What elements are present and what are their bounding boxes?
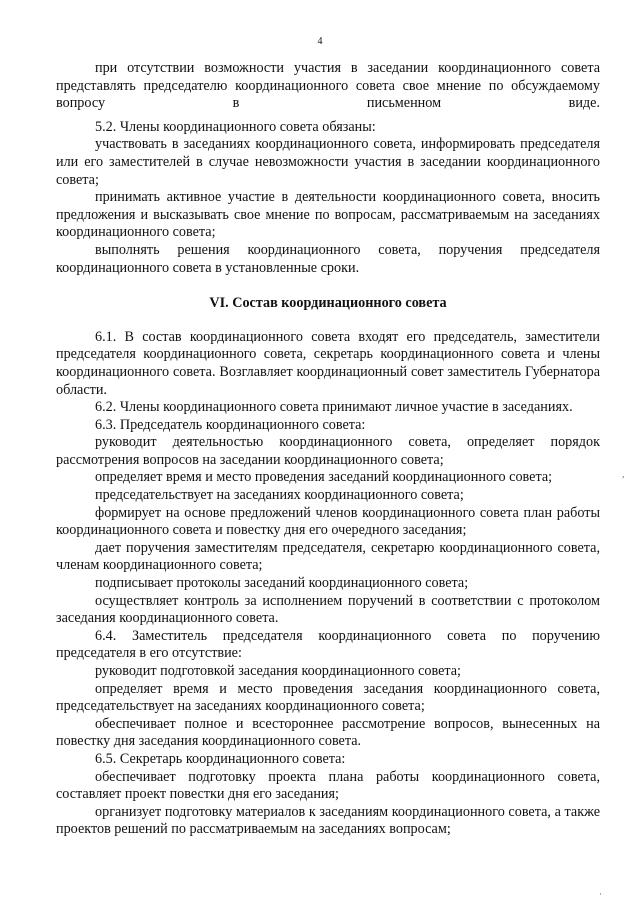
paragraph-duty-active: принимать активное участие в деятельности координационного совета, вносить предложения и высказывать свое мнение по вопросам, рассматриваемым на заседаниях координационного совета;	[56, 189, 600, 241]
section-heading: VI. Состав координационного совета	[209, 295, 447, 312]
paragraph-6-3: 6.3. Председатель координационного совета:	[95, 416, 366, 433]
paragraph-6-5: 6.5. Секретарь координационного совета:	[95, 750, 346, 767]
page-number: 4	[317, 36, 323, 47]
paragraph-duty-execute: выполнять решения координационного совета, поручения председателя координационного совета в установленные сроки.	[56, 241, 600, 276]
paragraph-secretary-materials: организует подготовку материалов к заседаниям координационного совета, а также проектов решений по рассматриваемым на заседаниях вопросам;	[56, 803, 600, 838]
paragraph-chair-instructs: дает поручения заместителям председателя, секретарю координационного совета, членам координационного совета;	[56, 539, 600, 574]
paragraph-deputy-ensures: обеспечивает полное и всестороннее рассмотрение вопросов, вынесенных на повестку дня заседания координационного совета.	[56, 715, 600, 750]
paragraph-chair-forms-plan: формирует на основе предложений членов координационного совета план работы координационного совета и повестку дня его очередного заседания;	[56, 504, 600, 539]
paragraph-5-2: 5.2. Члены координационного совета обязаны:	[95, 118, 376, 135]
bottom-edge-mark: ·	[599, 889, 602, 899]
paragraph-chair-sets-time: определяет время и место проведения заседаний координационного совета;	[95, 469, 553, 486]
paragraph-6-1: 6.1. В состав координационного совета входят его председатель, заместители председателя координационного совета, секретарь координационного совета и члены координационного совета. Возглавляет координационный совет заместитель Губернатора области.	[56, 328, 600, 398]
paragraph-5-1-continuation: при отсутствии возможности участия в заседании координационного совета представлять председателю координационного совета свое мнение по обсуждаемому вопросу в письменном виде.	[56, 60, 600, 112]
paragraph-deputy-sets-time: определяет время и место проведения заседания координационного совета, председательствует на заседаниях координационного совета;	[56, 680, 600, 715]
document-body	[56, 60, 600, 839]
paragraph-chair-leads: руководит деятельностью координационного совета, определяет порядок рассмотрения вопросов на заседании координационного совета;	[56, 434, 600, 468]
paragraph-duty-participate: участвовать в заседаниях координационного совета, информировать председателя или его заместителей в случае невозможности участия в заседании координационного совета;	[56, 136, 600, 188]
paragraph-deputy-leads: руководит подготовкой заседания координационного совета;	[95, 663, 461, 679]
paragraph-6-2: 6.2. Члены координационного совета принимают личное участие в заседаниях.	[95, 399, 573, 416]
paragraph-chair-presides: председательствует на заседаниях координационного совета;	[95, 487, 464, 504]
right-edge-mark: ,	[622, 469, 625, 479]
paragraph-secretary-plan: обеспечивает подготовку проекта плана работы координационного совета, составляет проект повестки дня его заседания;	[56, 768, 600, 803]
paragraph-chair-controls: осуществляет контроль за исполнением поручений в соответствии с протоколом заседания координационного совета.	[56, 592, 600, 627]
paragraph-chair-signs: подписывает протоколы заседаний координационного совета;	[95, 575, 469, 592]
paragraph-6-4: 6.4. Заместитель председателя координационного совета по поручению председателя в его отсутствие:	[56, 627, 600, 662]
